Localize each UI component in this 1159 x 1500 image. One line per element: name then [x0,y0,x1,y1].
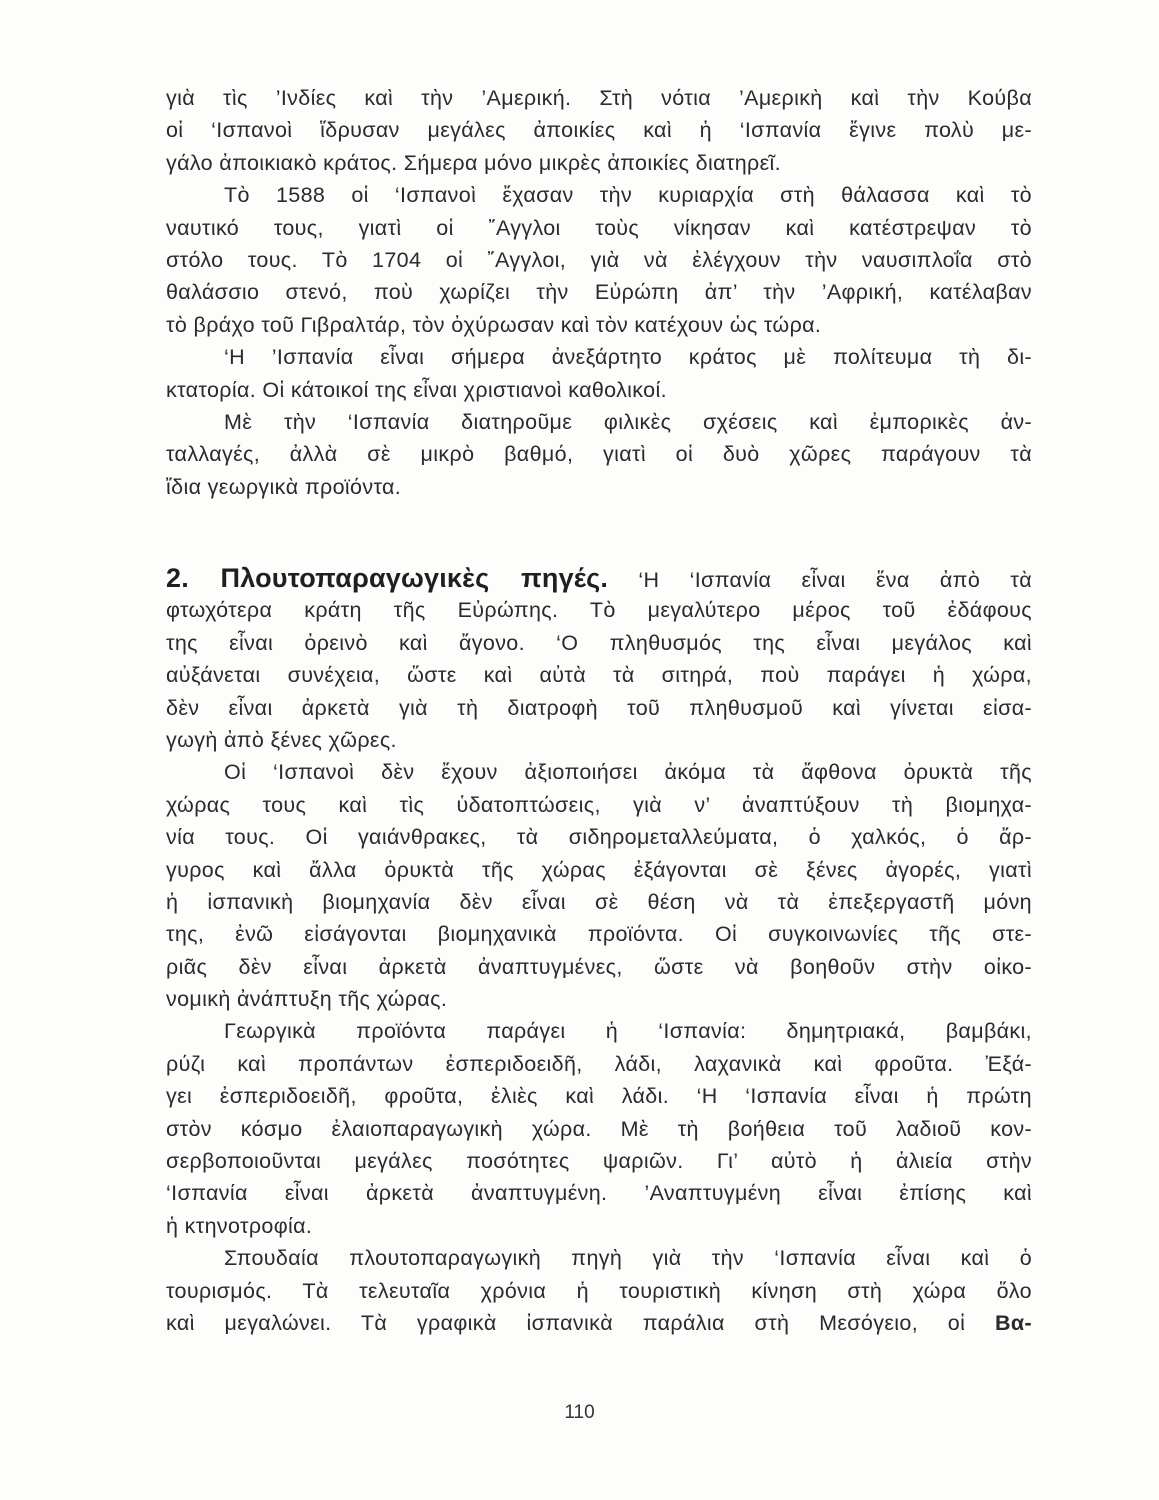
text-line: γάλο ἀποικιακὸ κράτος. Σήμερα μόνο μικρὲς ἀποικίες διατηρεῖ. [166,150,781,175]
text-block-section-2 [166,562,1032,1339]
page-number: 110 [564,1402,595,1423]
text-line: ἴδια γεωργικὰ προϊόντα. [166,474,402,499]
text-line: της εἶναι ὀρεινὸ καὶ ἄγονο. ‘Ο πληθυσμός της εἶναι μεγάλος καὶ [166,630,1032,655]
section-heading-line [166,562,1032,594]
section-heading: 2. Πλουτοπαραγωγικὲς πηγές. [166,563,609,593]
text-line: γει ἐσπεριδοειδῆ, φροῦτα, ἐλιὲς καὶ λάδι. ‘Η ‘Ισπανία εἶναι ἡ πρώτη [166,1084,1032,1109]
text-line: φτωχότερα κράτη τῆς Εὐρώπης. Τὸ μεγαλύτερο μέρος τοῦ ἐδάφους [166,598,1032,623]
text-line: ταλλαγές, ἀλλὰ σὲ μικρὸ βαθμό, γιατὶ οἱ δυὸ χῶρες παράγουν τὰ [166,442,1032,467]
text-line: γωγὴ ἀπὸ ξένες χῶρες. [166,727,397,752]
text-line: τουρισμός. Τὰ τελευταῖα χρόνια ἡ τουριστικὴ κίνηση στὴ χώρα ὅλο [166,1278,1032,1303]
text-line: νία τους. Οἱ γαιάνθρακες, τὰ σιδηρομεταλλεύματα, ὁ χαλκός, ὁ ἄρ- [166,825,1032,850]
text-line: γυρος καὶ ἄλλα ὀρυκτὰ τῆς χώρας ἐξάγονται σὲ ξένες ἀγορές, γιατὶ [166,857,1032,882]
text-line: νομικὴ ἀνάπτυξη τῆς χώρας. [166,987,448,1012]
text-line: σερβοποιοῦνται μεγάλες ποσότητες ψαριῶν. Γι’ αὐτὸ ἡ ἁλιεία στὴν [166,1149,1032,1174]
text-line: ἡ ἰσπανικὴ βιομηχανία δὲν εἶναι σὲ θέση νὰ τὰ ἐπεξεργαστῆ μόνη [166,889,1032,914]
text-line: Γεωργικὰ προϊόντα παράγει ἡ ‘Ισπανία: δημητριακά, βαμβάκι, [224,1019,1032,1044]
text-line: ἡ κτηνοτροφία. [166,1213,313,1238]
text-line: ρύζι καὶ προπάντων ἐσπεριδοειδῆ, λάδι, λαχανικὰ καὶ φροῦτα. Ἐξά- [166,1051,1032,1076]
text-line: ‘Ισπανία εἶναι ἀρκετὰ ἀναπτυγμένη. ’Αναπτυγμένη εἶναι ἐπίσης καὶ [166,1181,1032,1206]
bold-tail-text: Βα- [995,1310,1032,1335]
text-line: θαλάσσιο στενό, ποὺ χωρίζει τὴν Εὐρώπη ἀπ’ τὴν ’Αφρική, κατέλαβαν [166,280,1032,305]
text-line: ‘Η ’Ισπανία εἶναι σήμερα ἀνεξάρτητο κράτος μὲ πολίτευμα τὴ δι- [224,345,1032,370]
text-line: αὐξάνεται συνέχεια, ὥστε καὶ αὐτὰ τὰ σιτηρά, ποὺ παράγει ἡ χώρα, [166,663,1032,688]
text-line: Σπουδαία πλουτοπαραγωγικὴ πηγὴ γιὰ τὴν ‘Ισπανία εἶναι καὶ ὁ [224,1246,1032,1271]
text-line-content: καὶ μεγαλώνει. Τὰ γραφικὰ ἰσπανικὰ παράλια στὴ Μεσόγειο, οἱ [166,1310,996,1335]
text-line: ριᾶς δὲν εἶναι ἀρκετὰ ἀναπτυγμένες, ὥστε νὰ βοηθοῦν στὴν οἰκο- [166,954,1032,979]
text-line: Τὸ 1588 οἱ ‘Ισπανοὶ ἔχασαν τὴν κυριαρχία στὴ θάλασσα καὶ τὸ [224,183,1032,208]
text-line: χώρας τους καὶ τὶς ὑδατοπτώσεις, γιὰ ν’ ἀναπτύξουν τὴ βιομηχα- [166,792,1032,817]
text-line: κτατορία. Οἱ κάτοικοί της εἶναι χριστιανοὶ καθολικοί. [166,377,667,402]
text-line: οἱ ‘Ισπανοὶ ἵδρυσαν μεγάλες ἀποικίες καὶ ἡ ‘Ισπανία ἔγινε πολὺ με- [166,118,1032,143]
text-line: Οἱ ‘Ισπανοὶ δὲν ἔχουν ἀξιοποιήσει ἀκόμα τὰ ἄφθονα ὀρυκτὰ τῆς [224,760,1032,785]
text-line: στὸν κόσμο ἐλαιοπαραγωγικὴ χώρα. Μὲ τὴ βοήθεια τοῦ λαδιοῦ κον- [166,1116,1032,1141]
text-line: τὸ βράχο τοῦ Γιβραλτάρ, τὸν ὀχύρωσαν καὶ τὸν κατέχουν ὡς τώρα. [166,312,822,337]
text-block-history [166,82,1032,503]
text-line: γιὰ τὶς ’Ινδίες καὶ τὴν ’Αμερική. Στὴ νότια ’Αμερικὴ καὶ τὴν Κούβα [166,86,1032,110]
text-line: της, ἐνῶ εἰσάγονται βιομηχανικὰ προϊόντα. Οἱ συγκοινωνίες τῆς στε- [166,922,1032,947]
text-line: δὲν εἶναι ἀρκετὰ γιὰ τὴ διατροφὴ τοῦ πληθυσμοῦ καὶ γίνεται εἰσα- [166,695,1032,720]
text-line: στόλο τους. Τὸ 1704 οἱ ῎Αγγλοι, γιὰ νὰ ἐλέγχουν τὴν ναυσιπλοΐα στὸ [166,247,1032,272]
text-line [166,1307,1032,1339]
text-line: Μὲ τὴν ‘Ισπανία διατηροῦμε φιλικὲς σχέσεις καὶ ἐμπορικὲς ἀν- [224,409,1032,434]
heading-tail-text: ‘Η ‘Ισπανία εἶναι ἕνα ἀπὸ τὰ [608,568,1032,592]
text-line: ναυτικό τους, γιατὶ οἱ ῎Αγγλοι τοὺς νίκησαν καὶ κατέστρεψαν τὸ [166,215,1032,240]
